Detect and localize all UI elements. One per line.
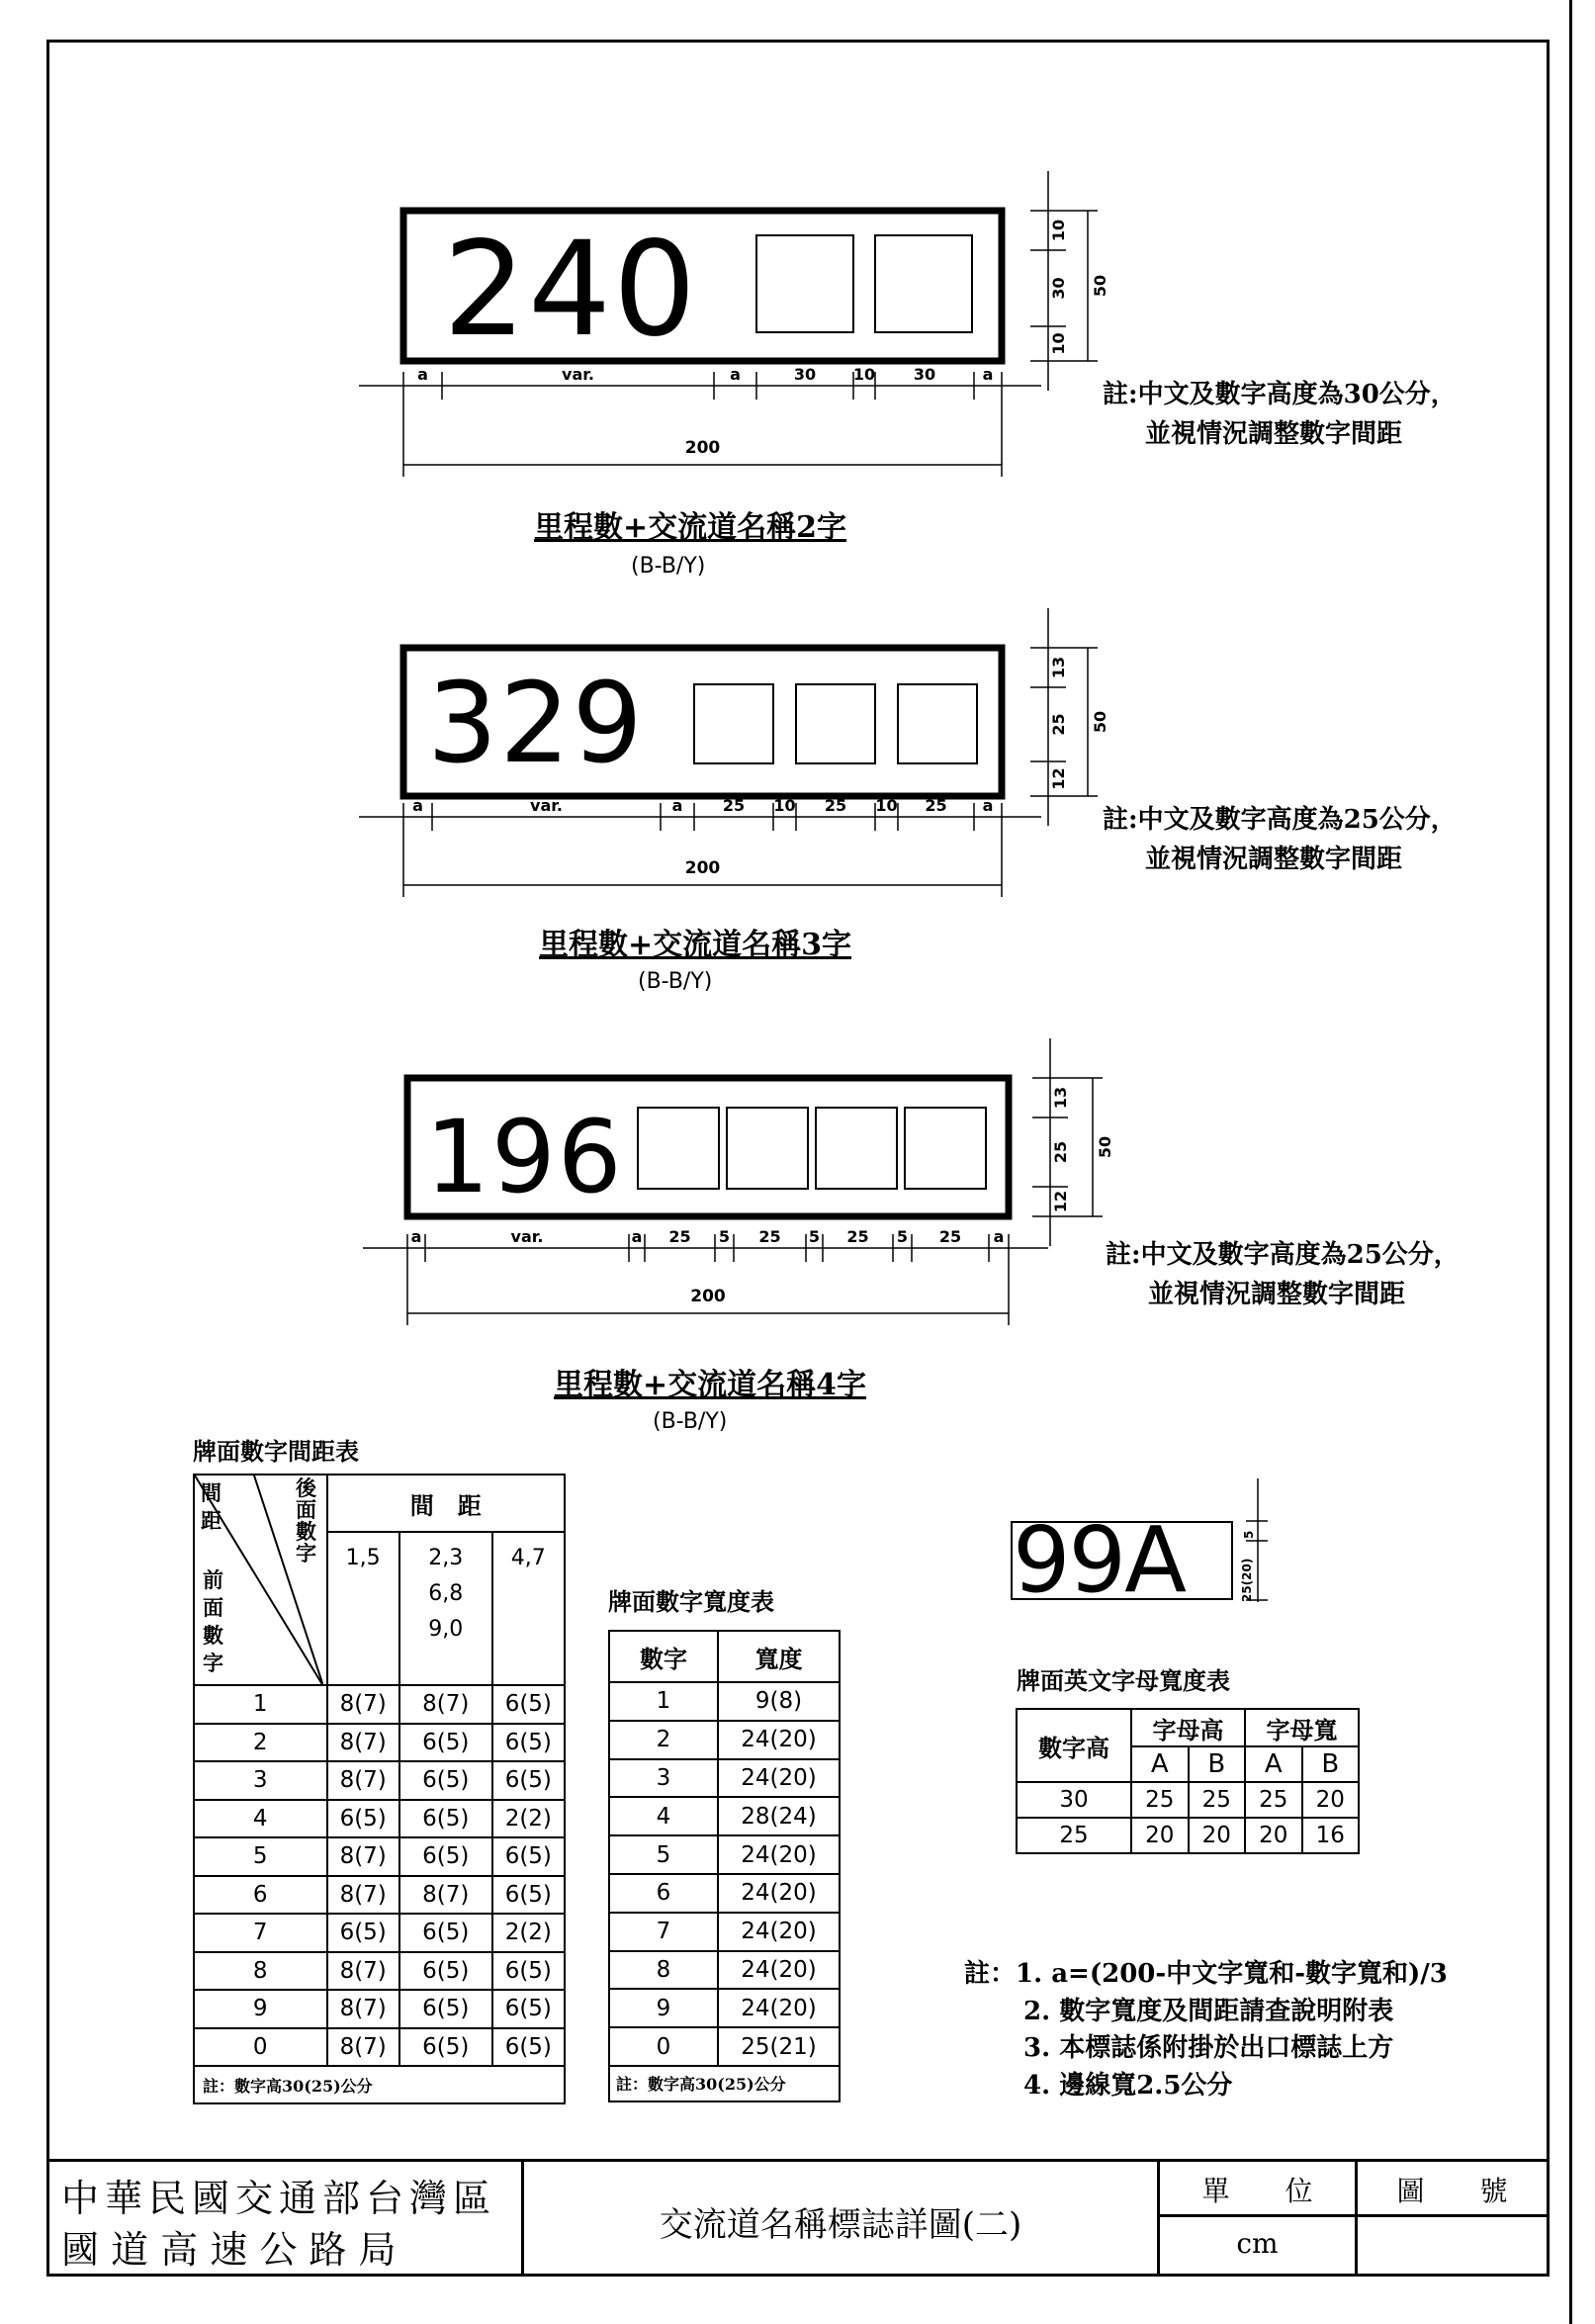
org-line2: 國 道 高 速 公 路 局 (61, 2228, 397, 2272)
sign3-note-line2: 並視情況調整數字間距 (1148, 1280, 1406, 1309)
dimension-label: 30 (913, 365, 936, 384)
total-width-label: 200 (684, 858, 721, 878)
letter-row-digit-height: 30 (1017, 1782, 1131, 1818)
spacing-value: 8(7) (327, 1685, 399, 1724)
number-label-cell (1358, 2162, 1547, 2217)
table-row (609, 1797, 840, 1835)
spacing-row-digit: 6 (194, 1876, 327, 1915)
spacing-value: 8(7) (327, 1952, 399, 1991)
spacing-value: 8(7) (327, 1837, 399, 1876)
spacing-value: 6(5) (327, 1914, 399, 1952)
table-row (194, 1952, 565, 1991)
corner-label-left: 前面數字 (203, 1567, 223, 1675)
spacing-value: 6(5) (492, 1724, 565, 1762)
table-row (194, 1724, 565, 1762)
spacing-value: 2(2) (492, 1800, 565, 1838)
sign1-note-line1: 註:中文及數字高度為30公分， (1103, 380, 1457, 409)
width-value: 24(20) (718, 1759, 840, 1798)
letter-dim-side: 25(20) (1240, 1558, 1254, 1602)
spacing-value: 6(5) (399, 1952, 492, 1991)
spacing-col-header: 1,5 (327, 1532, 399, 1685)
letter-value: 25 (1189, 1782, 1246, 1818)
width-header-digit: 數字 (609, 1631, 718, 1682)
corner-label-right: 後面數字 (296, 1475, 316, 1565)
dimension-label: a (982, 796, 994, 815)
spacing-value: 6(5) (399, 1724, 492, 1762)
table-row (194, 1876, 565, 1915)
table-row (609, 1835, 840, 1874)
table-row (1017, 1782, 1359, 1818)
width-row-digit: 8 (609, 1951, 718, 1990)
width-row-digit: 2 (609, 1721, 718, 1759)
dimension-label: 25 (668, 1227, 691, 1246)
spacing-col-header: 4,7 (492, 1532, 565, 1685)
dimension-label: a (417, 365, 428, 384)
vertical-dimension-label: 10 (1049, 219, 1068, 242)
title-block (49, 2159, 1547, 2274)
spacing-row-digit: 3 (194, 1761, 327, 1800)
spacing-value: 8(7) (327, 1724, 399, 1762)
dimension-label: 5 (808, 1227, 821, 1246)
sign-number: 240 (443, 214, 698, 366)
letter-value: 16 (1302, 1818, 1360, 1853)
spacing-value: 8(7) (399, 1876, 492, 1915)
spacing-value: 6(5) (399, 1914, 492, 1952)
dimension-label: 25 (824, 796, 847, 815)
letter-example-text: 99A (1013, 1521, 1186, 1600)
total-height-label: 50 (1091, 710, 1109, 734)
width-row-digit: 5 (609, 1835, 718, 1874)
width-value: 24(20) (718, 1989, 840, 2027)
character-placeholder-box (727, 1108, 808, 1189)
vertical-dimension-label: 10 (1049, 332, 1068, 355)
letter-header-letter-width: 字母寬 (1245, 1709, 1359, 1746)
sign1-note-line2: 並視情況調整數字間距 (1145, 419, 1403, 449)
width-header-width: 寬度 (718, 1631, 840, 1682)
vertical-dimension-label: 30 (1049, 277, 1068, 300)
spacing-row-digit: 5 (194, 1837, 327, 1876)
unit-label-cell (1160, 2162, 1358, 2217)
dimension-label: 25 (758, 1227, 781, 1246)
table-row (609, 1951, 840, 1990)
width-row-digit: 4 (609, 1797, 718, 1835)
spacing-value: 8(7) (327, 1876, 399, 1915)
spacing-table-footnote: 註：數字高30(25)公分 (194, 2066, 565, 2103)
width-table-title: 牌面數字寬度表 (608, 1587, 774, 1616)
dimension-label: var. (562, 365, 594, 384)
table-row (609, 1989, 840, 2027)
dimension-label: 10 (773, 796, 796, 815)
spacing-value: 6(5) (492, 2028, 565, 2067)
corner-label-top: 間距 (201, 1480, 222, 1533)
sign1-caption: 里程數+交流道名稱2字 (534, 510, 847, 545)
sign3-note-line1: 註:中文及數字高度為25公分， (1106, 1240, 1460, 1270)
letter-header-digit-height: 數字高 (1017, 1709, 1131, 1782)
dimension-label: a (631, 1227, 643, 1246)
org-line1: 中華民國交通部台灣區 (61, 2177, 497, 2220)
sign3-code: (B-B/Y) (653, 1409, 728, 1434)
table-row (1017, 1818, 1359, 1853)
character-placeholder-box (898, 684, 977, 763)
width-row-digit: 6 (609, 1874, 718, 1913)
spacing-row-digit: 9 (194, 1990, 327, 2028)
spacing-row-digit: 7 (194, 1914, 327, 1952)
dimension-label: var. (510, 1227, 544, 1246)
dimension-label: a (671, 796, 683, 815)
spacing-group-header: 間 距 (327, 1475, 566, 1532)
spacing-value: 6(5) (492, 1952, 565, 1991)
spacing-value: 6(5) (327, 1800, 399, 1838)
general-note-1: 註：1. a=(200-中文字寬和-數字寬和)/3 (964, 1959, 1448, 1989)
spacing-row-digit: 2 (194, 1724, 327, 1762)
table-row (609, 1913, 840, 1951)
letter-sub-a1: A (1131, 1746, 1189, 1782)
dimension-label: a (982, 365, 994, 384)
letter-dim-top: 5 (1242, 1530, 1256, 1539)
org-cell (49, 2162, 524, 2274)
character-placeholder-box (756, 235, 853, 332)
dimension-label: a (412, 796, 423, 815)
spacing-row-digit: 1 (194, 1685, 327, 1724)
character-placeholder-box (816, 1108, 897, 1189)
general-note-3: 3. 本標誌係附掛於出口標誌上方 (1023, 2033, 1394, 2063)
table-row (609, 1759, 840, 1798)
letter-sub-b1: B (1189, 1746, 1246, 1782)
spacing-table-title: 牌面數字間距表 (193, 1437, 359, 1466)
table-row (194, 1685, 565, 1724)
unit-value-cell (1160, 2217, 1358, 2274)
table-row (194, 1800, 565, 1838)
letter-header-letter-height: 字母高 (1131, 1709, 1245, 1746)
spacing-value: 6(5) (399, 1800, 492, 1838)
sign2-caption: 里程數+交流道名稱3字 (539, 928, 852, 962)
sign1-code: (B-B/Y) (631, 554, 706, 579)
dimension-label: 25 (722, 796, 746, 815)
dimension-label: 5 (718, 1227, 731, 1246)
dimension-label: 10 (852, 365, 876, 384)
dimension-label: 5 (896, 1227, 909, 1246)
vertical-dimension-label: 12 (1049, 767, 1068, 790)
spacing-table (193, 1474, 566, 2104)
table-row (194, 2028, 565, 2067)
dimension-label: 25 (925, 796, 947, 815)
spacing-value: 6(5) (492, 1837, 565, 1876)
spacing-value: 8(7) (327, 2028, 399, 2067)
spacing-value: 6(5) (399, 2028, 492, 2067)
vertical-dimension-label: 13 (1051, 1086, 1070, 1110)
character-placeholder-box (796, 684, 875, 763)
general-note-2: 2. 數字寬度及間距請查說明附表 (1023, 1997, 1394, 2026)
table-row (609, 1721, 840, 1759)
spacing-value: 6(5) (492, 1990, 565, 2028)
letter-value: 20 (1302, 1782, 1360, 1818)
table-row (194, 1837, 565, 1876)
spacing-value: 8(7) (327, 1990, 399, 2028)
width-row-digit: 0 (609, 2027, 718, 2066)
width-value: 24(20) (718, 1721, 840, 1759)
vertical-dimension-label: 12 (1051, 1190, 1070, 1213)
dimension-label: a (993, 1227, 1005, 1246)
sign2-note-line1: 註:中文及數字高度為25公分， (1103, 805, 1457, 835)
letter-row-digit-height: 25 (1017, 1818, 1131, 1853)
general-note-4: 4. 邊線寬2.5公分 (1023, 2071, 1233, 2101)
width-value: 25(21) (718, 2027, 840, 2066)
unit-label: 單 位 (1201, 2175, 1313, 2207)
vertical-dimension-label: 25 (1051, 1140, 1070, 1164)
width-value: 28(24) (718, 1797, 840, 1835)
width-row-digit: 9 (609, 1989, 718, 2027)
table-row (194, 1990, 565, 2028)
spacing-col-header: 2,3 6,8 9,0 (399, 1532, 492, 1685)
table-row (609, 2027, 840, 2066)
spacing-value: 2(2) (492, 1914, 565, 1952)
total-width-label: 200 (690, 1287, 726, 1306)
width-value: 9(8) (718, 1682, 840, 1721)
unit-value: cm (1236, 2227, 1279, 2260)
dimension-label: a (410, 1227, 422, 1246)
dimension-label: 30 (793, 365, 817, 384)
number-value-cell (1358, 2217, 1547, 2274)
letter-sub-a2: A (1245, 1746, 1302, 1782)
letter-value: 20 (1189, 1818, 1246, 1853)
letter-value: 20 (1131, 1818, 1189, 1853)
drawing-title-cell (524, 2162, 1160, 2274)
dimension-label: 10 (875, 796, 898, 815)
sign2-code: (B-B/Y) (638, 969, 713, 994)
width-value: 24(20) (718, 1951, 840, 1990)
drawing-title: 交流道名稱標誌詳圖(二) (659, 2205, 1022, 2245)
width-table (608, 1630, 841, 2102)
spacing-value: 6(5) (492, 1685, 565, 1724)
sign3-caption: 里程數+交流道名稱4字 (554, 1368, 867, 1402)
character-placeholder-box (875, 235, 972, 332)
sign2-note-line2: 並視情況調整數字間距 (1145, 845, 1403, 874)
table-row (609, 1874, 840, 1913)
character-placeholder-box (905, 1108, 986, 1189)
width-row-digit: 3 (609, 1759, 718, 1798)
spacing-value: 6(5) (492, 1876, 565, 1915)
dimension-label: 25 (938, 1227, 962, 1246)
width-table-footnote: 註：數字高30(25)公分 (609, 2066, 840, 2101)
spacing-value: 6(5) (399, 1837, 492, 1876)
dimension-label: a (730, 365, 741, 384)
letter-table (1016, 1708, 1360, 1854)
letter-value: 25 (1245, 1782, 1302, 1818)
letter-sub-b2: B (1302, 1746, 1360, 1782)
sign-number: 329 (427, 660, 645, 788)
spacing-value: 8(7) (399, 1685, 492, 1724)
sign-number: 196 (425, 1099, 624, 1216)
width-row-digit: 1 (609, 1682, 718, 1721)
width-row-digit: 7 (609, 1913, 718, 1951)
dimension-label: 25 (846, 1227, 869, 1246)
width-value: 24(20) (718, 1913, 840, 1951)
vertical-dimension-label: 13 (1049, 656, 1068, 679)
spacing-value: 6(5) (492, 1761, 565, 1800)
letter-value: 25 (1131, 1782, 1189, 1818)
spacing-value: 8(7) (327, 1761, 399, 1800)
table-row (194, 1761, 565, 1800)
total-height-label: 50 (1096, 1135, 1114, 1159)
spacing-row-digit: 8 (194, 1952, 327, 1991)
letter-table-title: 牌面英文字母寬度表 (1017, 1666, 1230, 1695)
width-value: 24(20) (718, 1835, 840, 1874)
letter-example-box (1011, 1521, 1233, 1600)
spacing-row-digit: 4 (194, 1800, 327, 1838)
number-label: 圖 號 (1396, 2175, 1508, 2207)
vertical-dimension-label: 25 (1049, 713, 1068, 736)
total-width-label: 200 (684, 438, 721, 458)
total-height-label: 50 (1091, 274, 1109, 298)
spacing-row-digit: 0 (194, 2028, 327, 2067)
spacing-value: 6(5) (399, 1990, 492, 2028)
table-row (194, 1914, 565, 1952)
spacing-table-corner (194, 1475, 327, 1685)
character-placeholder-box (694, 684, 773, 763)
width-value: 24(20) (718, 1874, 840, 1913)
character-placeholder-box (638, 1108, 719, 1189)
dimension-label: var. (530, 796, 563, 815)
letter-value: 20 (1245, 1818, 1302, 1853)
spacing-value: 6(5) (399, 1761, 492, 1800)
table-row (609, 1682, 840, 1721)
